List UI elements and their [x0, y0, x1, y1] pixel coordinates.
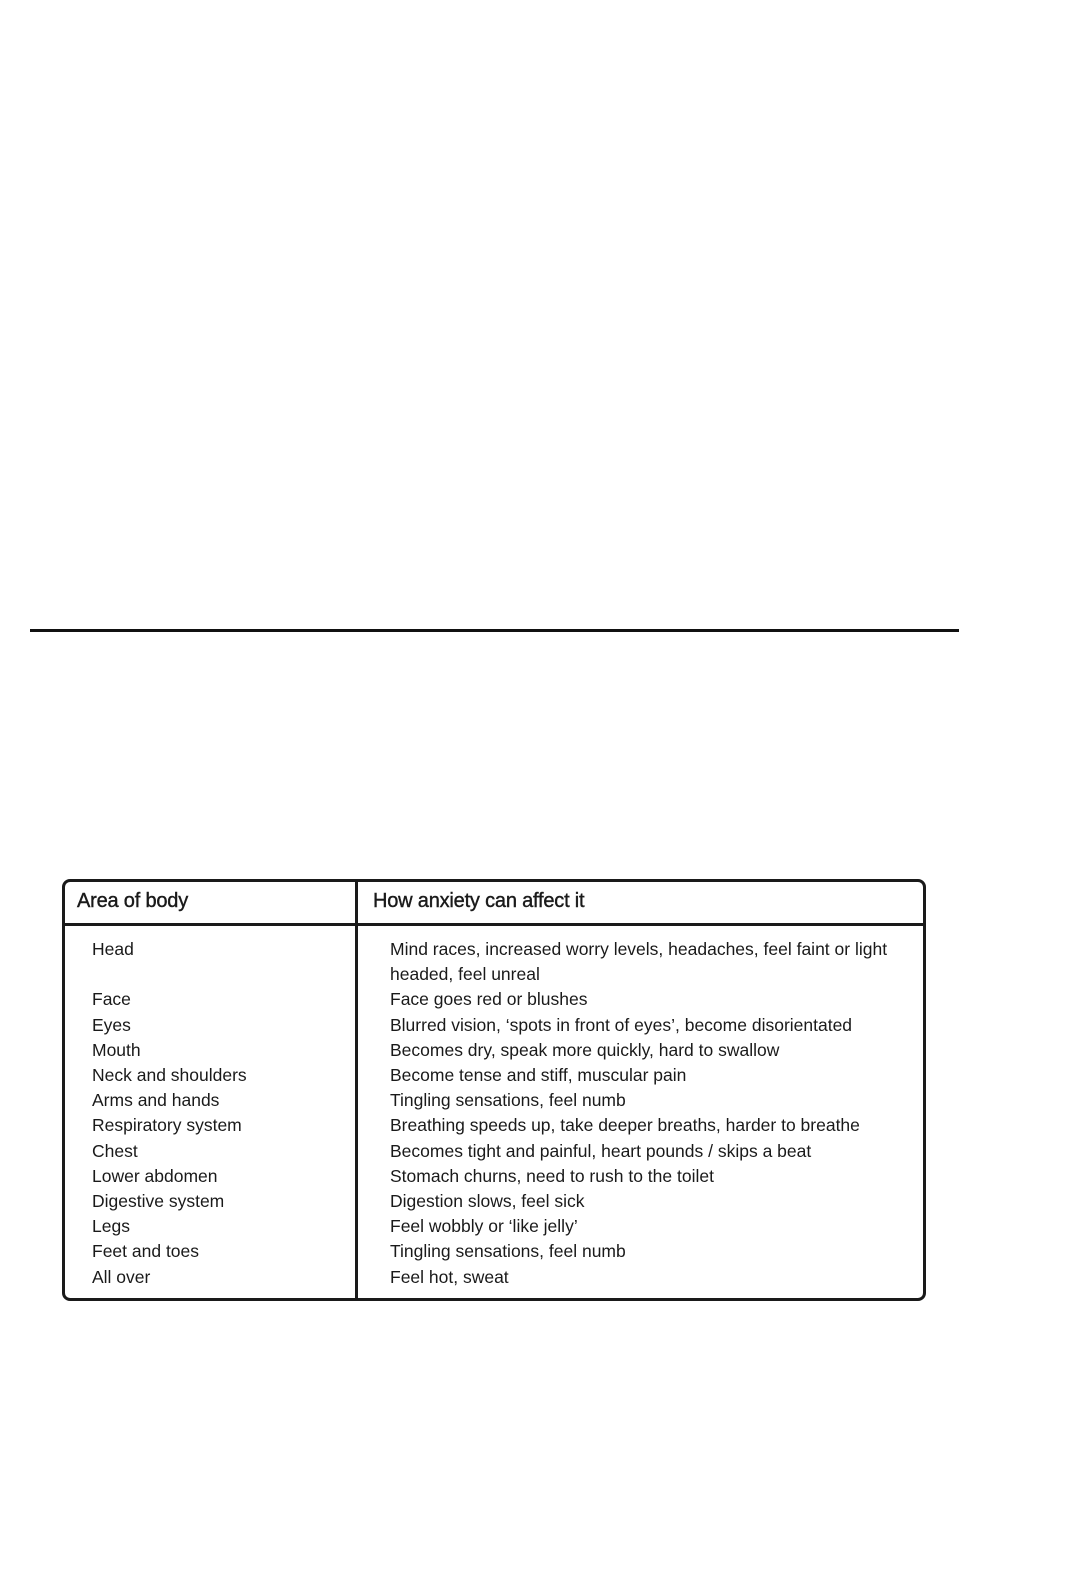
area-cell: Head	[92, 939, 134, 959]
header-divider	[65, 923, 923, 926]
effect-column	[390, 937, 915, 1290]
area-cell: Arms and hands	[92, 1090, 220, 1111]
area-cell: Digestive system	[92, 1191, 225, 1212]
area-cell: Eyes	[92, 1014, 131, 1035]
effect-cell: Becomes tight and painful, heart pounds / skips a beat	[390, 1140, 812, 1161]
effect-cell: Tingling sensations, feel numb	[390, 1090, 626, 1111]
effect-cell: Stomach churns, need to rush to the toilet	[390, 1165, 714, 1186]
area-cell: Face	[92, 989, 131, 1010]
area-cell: Neck and shoulders	[92, 1065, 247, 1085]
effect-cell: Becomes dry, speak more quickly, hard to swallow	[390, 1039, 780, 1060]
header-how-anxiety-affects: How anxiety can affect it	[373, 890, 585, 912]
area-cell: Legs	[92, 1216, 130, 1237]
area-cell: Respiratory system	[92, 1115, 242, 1136]
horizontal-rule	[30, 629, 959, 632]
effect-cell: Blurred vision, ‘spots in front of eyes’, become disorientated	[390, 1014, 853, 1035]
effect-cell: Face goes red or blushes	[390, 989, 588, 1010]
effect-cell: Feel wobbly or ‘like jelly’	[390, 1216, 578, 1237]
header-area-of-body: Area of body	[77, 890, 189, 912]
area-cell: Feet and toes	[92, 1241, 200, 1262]
area-cell: Chest	[92, 1140, 138, 1161]
effect-cell: Breathing speeds up, take deeper breaths, harder to breathe	[390, 1115, 860, 1136]
area-column	[92, 937, 347, 1290]
anxiety-effects-table	[62, 879, 926, 1301]
area-cell: Mouth	[92, 1039, 141, 1060]
effect-cell: Feel hot, sweat	[390, 1266, 509, 1287]
area-cell: All over	[92, 1266, 151, 1287]
column-divider	[355, 882, 358, 1298]
effect-cell: Digestion slows, feel sick	[390, 1191, 585, 1212]
effect-cell: Become tense and stiff, muscular pain	[390, 1065, 687, 1085]
effect-cell: Tingling sensations, feel numb	[390, 1241, 626, 1262]
effect-cell: Mind races, increased worry levels, headaches, feel faint or light headed, feel unreal	[390, 939, 888, 985]
area-cell: Lower abdomen	[92, 1165, 218, 1186]
